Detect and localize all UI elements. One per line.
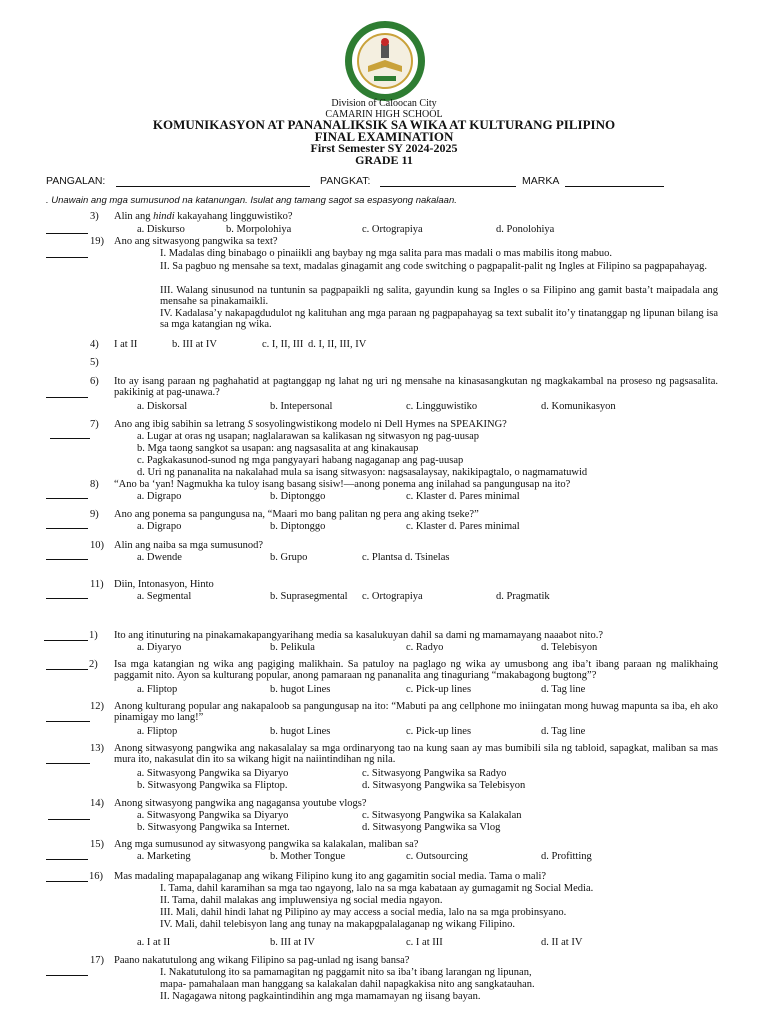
choice-b: b. III at IV (172, 339, 217, 350)
answer-blank[interactable] (46, 528, 88, 529)
choice-b: b. Diptonggo (270, 521, 326, 532)
question-number: 19) (90, 236, 104, 247)
choice-d: d. Sitwasyong Pangwika sa Telebisyon (362, 780, 526, 791)
choice-c: c. Ortograpiya (362, 224, 423, 235)
question-text: Mas madaling mapapalaganap ang wikang Filipino kung ito ang gagamitin social media. Tama o mali? (114, 871, 547, 882)
semester-title: First Semester SY 2024-2025 (310, 141, 458, 155)
answer-blank[interactable] (46, 397, 88, 398)
answer-blank[interactable] (46, 975, 88, 976)
choice-a: a. Marketing (137, 851, 191, 862)
answer-blank[interactable] (46, 763, 90, 764)
choice-c: c. Sitwasyong Pangwika sa Kalakalan (362, 810, 522, 821)
question-number: 17) (90, 955, 104, 966)
choice-d: d. II at IV (541, 937, 583, 948)
question-number: 13) (90, 743, 104, 754)
choice-d: d. I, II, III, IV (308, 339, 367, 350)
choice-c: c. Plantsa d. Tsinelas (362, 552, 450, 563)
statement-iv: IV. Kadalasa’y nakapagdudulot ng kalituhan ang mga paraan ng pagpapahayag sa text subalit ito’y tinatanggap ng lipunan bilang isa sa mga katangian ng wika. (160, 308, 718, 330)
choice-a: a. Segmental (137, 591, 192, 602)
choice-b: b. Mother Tongue (270, 851, 346, 862)
answer-blank[interactable] (46, 669, 88, 670)
choice-c: c. Pick-up lines (406, 684, 472, 695)
name-field[interactable] (116, 186, 310, 187)
choice-a: a. Sitwasyong Pangwika sa Diyaryo (137, 810, 289, 821)
question-number: 5) (90, 357, 99, 368)
statement-iii: III. Walang sinusunod na tuntunin sa pagpapaikli ng salita, gayundin kung sa Ingles o sa Filipino ang gamit basta’t maipadala ang mensahe sa pinakamaikli. (160, 285, 718, 307)
answer-blank[interactable] (46, 721, 90, 722)
choice-a: I at II (114, 339, 138, 350)
question-number: 2) (89, 659, 98, 670)
choice-b: b. III at IV (270, 937, 315, 948)
statement-ii: II. Tama, dahil malakas ang impluwensiya ng social media ngayon. (160, 895, 443, 906)
question-text: Alin ang hindi kakayahang lingguwistiko? (114, 211, 293, 222)
question-number: 14) (90, 798, 104, 809)
choice-b: b. Diptonggo (270, 491, 326, 502)
question-number: 9) (90, 509, 99, 520)
question-text: Ano ang sitwasyong pangwika sa text? (114, 236, 278, 247)
answer-blank[interactable] (46, 559, 88, 560)
question-text: Anong kulturang popular ang nakapaloob sa pangungusap na ito: “Mabuti pa ang cellphone mo iniingatan mong huwag mapunta sa iba, eh ako pinamigay mo lang!” (114, 701, 718, 723)
choice-d: d. Sitwasyong Pangwika sa Vlog (362, 822, 501, 833)
choice-b: b. hugot Lines (270, 684, 331, 695)
grade-title: GRADE 11 (355, 153, 413, 167)
choice-d: d. Profitting (541, 851, 592, 862)
choice-c: c. Lingguwistiko (406, 401, 478, 412)
answer-blank[interactable] (46, 257, 88, 258)
question-number: 10) (90, 540, 104, 551)
answer-blank[interactable] (46, 233, 88, 234)
choice-b: b. Mga taong sangkot sa usapan: ang nagsasalita at ang kinakausap (137, 443, 419, 454)
question-number: 8) (90, 479, 99, 490)
choice-d: d. Telebisyon (541, 642, 598, 653)
question-text: Ano ang ibig sabihin sa letrang S sosyolingwistikong modelo ni Dell Hymes na SPEAKING? (114, 419, 507, 430)
answer-blank[interactable] (44, 640, 88, 641)
statement-iii: III. Mali, dahil hindi lahat ng Pilipino ay may access a social media, lalo na sa mga probinsyano. (160, 907, 567, 918)
question-text: “Ano ba ‘yan! Nagmukha ka tuloy isang basang sisiw!—anong ponema ang inilahad sa pangungusap na ito? (114, 479, 571, 490)
choice-d: d. Pragmatik (496, 591, 550, 602)
answer-blank[interactable] (46, 598, 88, 599)
section-label: PANGKAT: (320, 175, 371, 187)
choice-b: b. Grupo (270, 552, 308, 563)
answer-blank[interactable] (46, 881, 88, 882)
choice-c: c. I, II, III (262, 339, 304, 350)
question-number: 16) (89, 871, 103, 882)
choice-b: b. Suprasegmental (270, 591, 348, 602)
question-number: 4) (90, 339, 99, 350)
question-text: Ito ay isang paraan ng paghahatid at pagtanggap ng lahat ng uri ng mensahe na kinasasangkutan ng magkakambal na proseso ng pagsasalita. pakikinig at pag-unawa.? (114, 376, 718, 398)
choice-d: d. Ponolohiya (496, 224, 555, 235)
question-text: Ang mga sumusunod ay sitwasyong pangwika sa kalakalan, maliban sa? (114, 839, 419, 850)
score-label: MARKA (522, 175, 560, 187)
choice-a: a. Dwende (137, 552, 182, 563)
question-number: 12) (90, 701, 104, 712)
statement-ii: II. Nagagawa nitong pagkaintindihin ang mga mamamayan ng iisang bayan. (160, 991, 481, 1002)
answer-blank[interactable] (50, 438, 90, 439)
choice-c: c. Sitwasyong Pangwika sa Radyo (362, 768, 507, 779)
question-text: Anong sitwasyong pangwika ang nagagansa youtube vlogs? (114, 798, 367, 809)
choice-c: c. Klaster d. Pares minimal (406, 491, 520, 502)
statement-i: I. Nakatutulong ito sa pamamagitan ng paggamit nito sa iba’t ibang larangan ng lipunan, (160, 967, 532, 978)
instructions: . Unawain ang mga sumusunod na katanungan. Isulat ang tamang sagot sa espasyong nakalaan. (46, 195, 457, 206)
choice-c: c. Pagkakasunod-sunod ng mga pangyayari habang nagaganap ang pag-uusap (137, 455, 464, 466)
question-text: Diin, Intonasyon, Hinto (114, 579, 214, 590)
choice-c: c. Klaster d. Pares minimal (406, 521, 520, 532)
choice-c: c. Ortograpiya (362, 591, 423, 602)
answer-blank[interactable] (46, 859, 88, 860)
answer-blank[interactable] (46, 498, 88, 499)
question-text: Ano ang ponema sa pangungusa na, “Maari mo bang palitan ng pera ang aking tseke?” (114, 509, 479, 520)
question-text: Isa mga katangian ng wika ang pagiging malikhain. Sa patuloy na paglago ng wika ay umusbong ang iba’t ibang paraan ng malikhaing paggamit nito. Ayon sa kulturang popular, anong pamaraan ng pananalita ang tinaguriang “makabagong bugtong”? (114, 659, 718, 681)
choice-a: a. Diskorsal (137, 401, 188, 412)
section-field[interactable] (380, 186, 516, 187)
question-text: Alin ang naiba sa mga sumusunod? (114, 540, 264, 551)
statement-i: I. Madalas ding binabago o pinaiikli ang baybay ng mga salita para mas madali o mas mabilis itong mabuo. (160, 248, 612, 259)
division-name: Division of Caloocan City (331, 98, 437, 109)
choice-b: b. hugot Lines (270, 726, 331, 737)
choice-b: b. Pelikula (270, 642, 315, 653)
statement-i: I. Tama, dahil karamihan sa mga tao ngayong, lalo na sa mga kabataan ay gumagamit ng Social Media. (160, 883, 594, 894)
question-text: Anong sitwasyong pangwika ang nakasalalay sa mga ordinaryong tao na kung saan ay mas bumibili sila ng tabloid, sapagkat, maliban sa mas mura ito, nakasulat din ito sa wikang higit na naiintindihan ng nila. (114, 743, 718, 765)
choice-a: a. Diskurso (137, 224, 185, 235)
choice-a: a. Digrapo (137, 521, 182, 532)
choice-c: c. I at III (406, 937, 443, 948)
choice-b: b. Sitwasyong Pangwika sa Internet. (137, 822, 290, 833)
choice-b: b. Intepersonal (270, 401, 333, 412)
statement-ii: II. Sa pagbuo ng mensahe sa text, madalas ginagamit ang code switching o pagpapalit-palit ng Ingles at Filipino sa pagpapahayag. (160, 261, 708, 272)
school-name: CAMARIN HIGH SCHOOL (325, 109, 443, 120)
choice-b: b. Sitwasyong Pangwika sa Fliptop. (137, 780, 288, 791)
statement-iv: IV. Mali, dahil telebisyon lang ang tunay na makapgpalalaganap ng wikang Filipino. (160, 919, 515, 930)
choice-c: c. Pick-up lines (406, 726, 472, 737)
choice-d: d. Tag line (541, 726, 586, 737)
question-number: 7) (90, 419, 99, 430)
name-label: PANGALAN: (46, 175, 106, 187)
statement-i-continued: mapa- pamahalaan man hanggang sa kalakalan dahil napagkakisa nito ang sangkatauhan. (160, 979, 535, 990)
question-number: 11) (90, 579, 104, 590)
choice-a: a. Lugar at oras ng usapan; naglalarawan sa kalikasan ng sitwasyon ng pag-uusap (137, 431, 480, 442)
choice-d: d. Komunikasyon (541, 401, 616, 412)
score-field[interactable] (565, 186, 664, 187)
school-seal-logo (344, 20, 426, 102)
choice-a: a. Fliptop (137, 726, 178, 737)
choice-a: a. Diyaryo (137, 642, 182, 653)
choice-c: c. Outsourcing (406, 851, 468, 862)
choice-b: b. Morpolohiya (226, 224, 292, 235)
choice-d: d. Uri ng pananalita na nakalahad mula sa isang sitwasyon: nagsasalaysay, nakikipagtalo, o nagmamatuwid (137, 467, 588, 478)
choice-a: a. Digrapo (137, 491, 182, 502)
exam-title: FINAL EXAMINATION (314, 129, 454, 144)
choice-a: a. I at II (137, 937, 171, 948)
answer-blank[interactable] (48, 819, 90, 820)
choice-a: a. Sitwasyong Pangwika sa Diyaryo (137, 768, 289, 779)
subject-title: KOMUNIKASYON AT PANANALIKSIK SA WIKA AT KULTURANG PILIPINO (152, 117, 616, 132)
question-text: Paano nakatutulong ang wikang Filipino sa pag-unlad ng isang bansa? (114, 955, 410, 966)
choice-a: a. Fliptop (137, 684, 178, 695)
question-number: 6) (90, 376, 99, 387)
question-number: 15) (90, 839, 104, 850)
choice-d: d. Tag line (541, 684, 586, 695)
question-text: Ito ang itinuturing na pinakamakapangyarihang media sa kasalukuyan dahil sa dami ng mamamayang naaabot nito.? (114, 630, 603, 641)
question-number: 3) (90, 211, 99, 222)
choice-c: c. Radyo (406, 642, 444, 653)
question-number: 1) (89, 630, 98, 641)
